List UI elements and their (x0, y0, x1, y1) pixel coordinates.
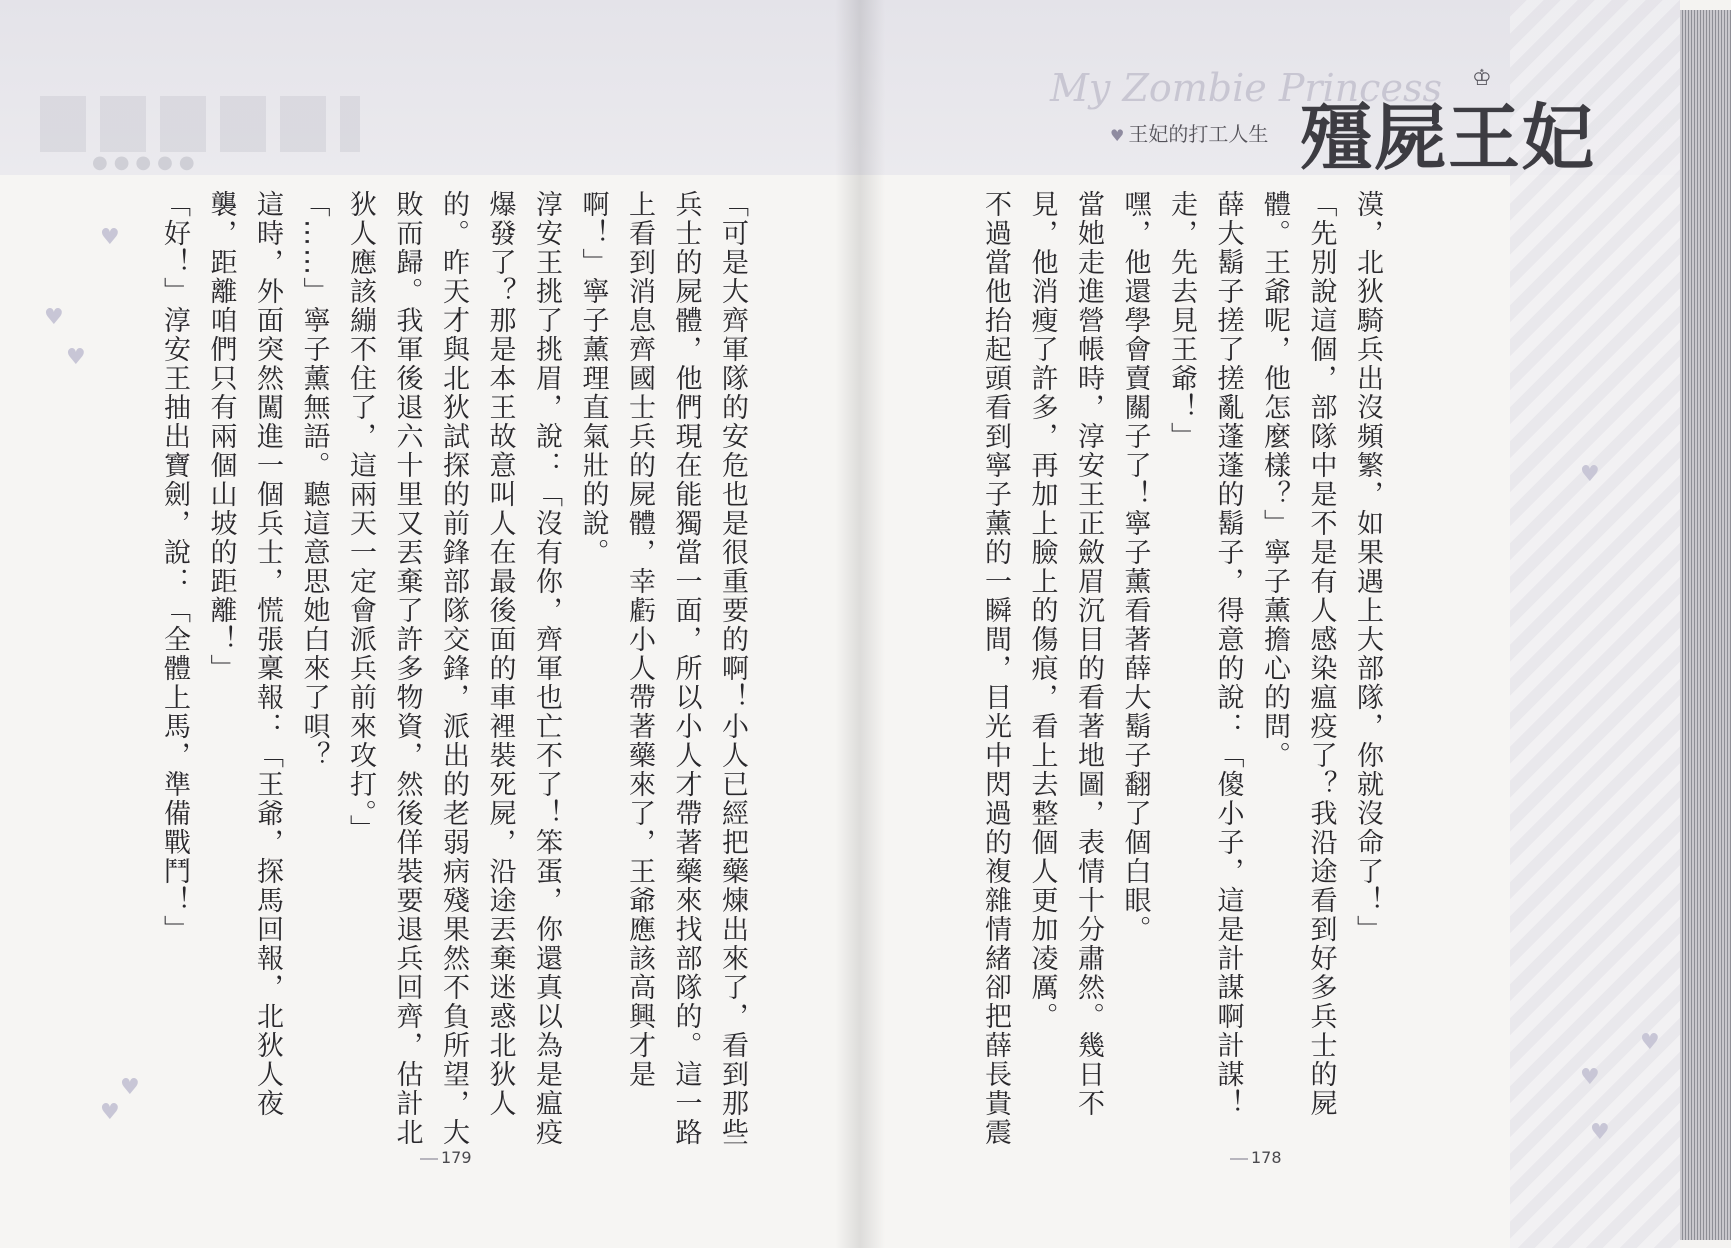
paragraph: 當她走進營帳時，淳安王正斂眉沉目的看著地圖，表情十分肅然。幾日不見，他消瘦了許多，再加上臉上的傷痕，看上去整個人更加凌厲。 (1026, 190, 1104, 1118)
paragraph: 淳安王挑了挑眉，說：「沒有你，齊軍也亡不了！笨蛋，你還真以為是瘟疫爆發了？那是本王故意叫人在最後面的車裡裝死屍，沿途丟棄迷惑北狄人的。昨天才與北狄試探的前鋒部隊交鋒，派出的老弱病殘果然不負所望，大敗而歸。我軍後退六十里又丟棄了許多物資，然後佯裝要退兵回齊，估計北狄人應該繃不住了，這兩天一定會派兵前來攻打。」 (345, 190, 562, 1147)
right-page (860, 0, 1680, 1248)
heart-icon: ♥ (44, 305, 64, 330)
heart-icon: ♥ (1580, 1065, 1600, 1090)
heart-icon: ♥ (100, 1100, 120, 1125)
left-header-band (0, 0, 860, 175)
left-body-text (155, 190, 755, 1150)
heart-icon: ♥ (100, 225, 120, 250)
left-page (0, 0, 860, 1248)
page-number-bar (1230, 1158, 1248, 1160)
heart-icon: ♥ (1640, 1030, 1660, 1055)
page-number-bar (420, 1158, 438, 1160)
right-body-text (970, 190, 1390, 1150)
series-subtitle: ♥ 王妃的打工人生 (1110, 122, 1269, 146)
paragraph: 「可是大齊軍隊的安危也是很重要的啊！小人已經把藥煉出來了，看到那些兵士的屍體，他們現在能獨當一面，所以小人才帶著藥來找部隊的。這一路上看到消息齊國士兵的屍體，幸虧小人帶著藥來了，王爺應該高興才是啊！」寧子薰理直氣壯的說。 (577, 190, 748, 1147)
dots-decoration: ●●●●● (92, 152, 201, 173)
paragraph: 嘿，他還學會賣關子了！寧子薰看著薛大鬍子翻了個白眼。 (1119, 190, 1151, 944)
page-number: 178 (1230, 1148, 1282, 1167)
paragraph: 「先別說這個，部隊中是不是有人感染瘟疫了？我沿途看到好多兵士的屍體。王爺呢，他怎麼樣？」寧子薰擔心的問。 (1259, 190, 1337, 1118)
heart-icon: ♥ (1580, 462, 1600, 487)
paragraph: 「……」寧子薰無語。聽這意思她白來了唄？ (298, 190, 330, 770)
paragraph: 不過當他抬起頭看到寧子薰的一瞬間，目光中閃過的複雜情緒卻把薛長貴震 (980, 190, 1011, 1147)
paragraph: 這時，外面突然闖進一個兵士，慌張稟報：「王爺，探馬回報，北狄人夜襲，距離咱們只有兩個山坡的距離！」 (205, 190, 283, 1118)
heart-icon: ♥ (1590, 1120, 1610, 1145)
heart-icon: ♥ (66, 345, 86, 370)
page-number: 179 (420, 1148, 472, 1167)
stripe-decoration (1510, 0, 1680, 1248)
paragraph: 漠，北狄騎兵出沒頻繁，如果遇上大部隊，你就沒命了！」 (1352, 190, 1383, 944)
heart-icon: ♥ (120, 1075, 140, 1100)
paragraph: 「好！」淳安王抽出寶劍，說：「全體上馬，準備戰鬥！」 (159, 190, 190, 944)
header-decoration (40, 96, 360, 152)
book-title: 殭屍王妃 (1300, 96, 1597, 180)
series-script-logo: My Zombie Princess (1050, 66, 1442, 110)
crown-icon: ♔ (1472, 66, 1492, 91)
heart-icon: ♥ (1110, 126, 1125, 145)
paragraph: 薛大鬍子搓了搓亂蓬蓬的鬍子，得意的說：「傻小子，這是計謀啊計謀！走，先去見王爺！」 (1166, 190, 1244, 1118)
page-edges (1680, 10, 1731, 1240)
